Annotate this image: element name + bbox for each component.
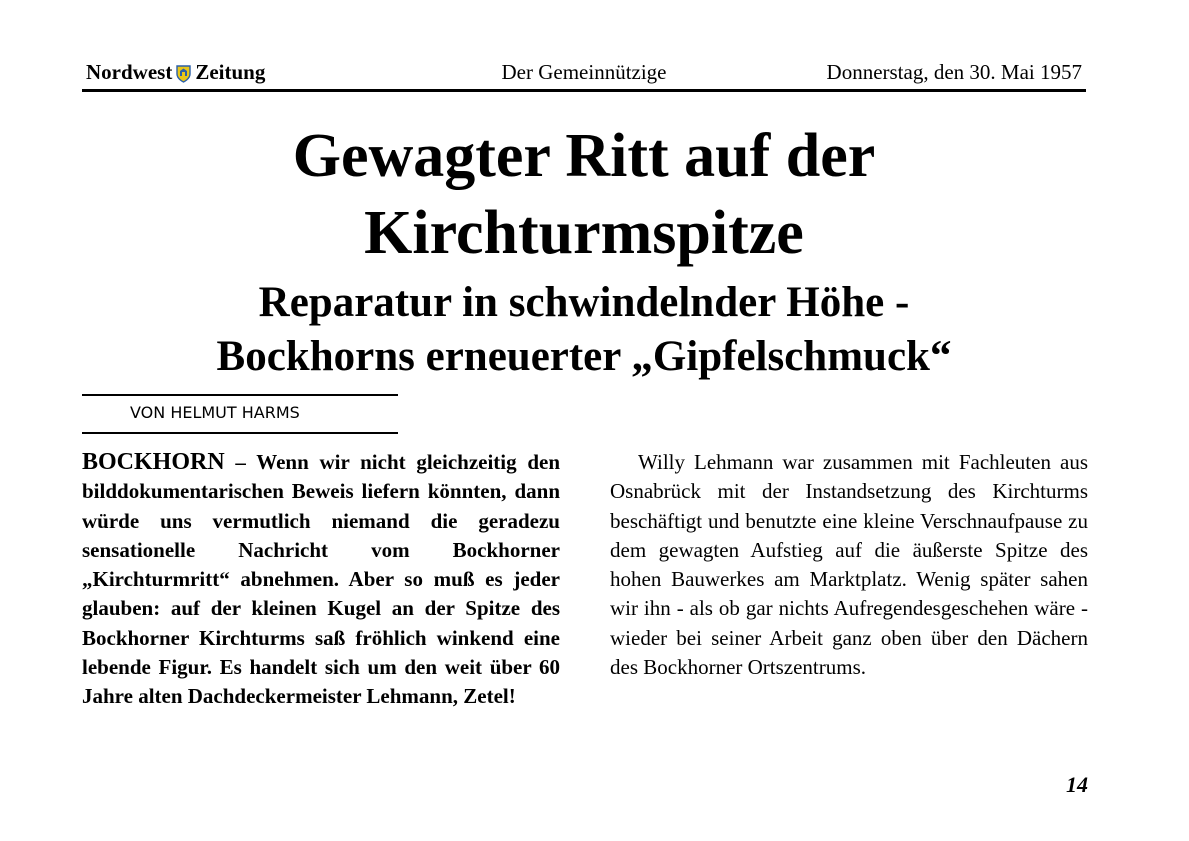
lead-paragraph	[82, 448, 560, 712]
lead-text: – Wenn wir nicht gleichzeitig den bilddokumentarischen Beweis liefern könnten, dann würde uns vermutlich niemand die geradezu sensationelle Nachricht vom Bockhorner „Kirchturmritt“ abnehmen. Aber so muß es jeder glauben: auf der kleinen Kugel an der Spitze des Bockhorner Kirchturms saß fröhlich winkend eine lebende Figur. Es handelt sich um den weit über 60 Jahre alten Dachdeckermeister Lehmann, Zetel!	[82, 450, 561, 709]
byline-rule-bottom	[82, 432, 398, 434]
section-title: Der Gemeinnützige	[501, 60, 667, 84]
issue-date: Donnerstag, den 30. Mai 1957	[826, 60, 1082, 84]
byline: VON HELMUT HARMS	[130, 403, 300, 422]
page-header	[82, 58, 1086, 88]
newspaper-name-part2: Zeitung	[195, 60, 266, 84]
headline-line-2: Kirchturmspitze	[364, 199, 804, 267]
headline	[82, 118, 1086, 272]
header-rule	[82, 89, 1086, 92]
subheadline	[82, 276, 1086, 384]
body-paragraph: Willy Lehmann war zusammen mit Fachleuten aus Osnabrück mit der Instandsetzung des Kirchturms beschäftigt und benutzte eine kleine Verschnaufpause zu dem gewagten Aufstieg auf die äußerste Spitze des hohen Bauwerkes am Marktplatz. Wenig später sahen wir ihn - als ob gar nichts Aufregendesgeschehen wäre - wieder bei seiner Arbeit ganz oben über den Dächern des Bockhorner Ortszentrums.	[610, 450, 1088, 680]
page-number: 14	[1066, 772, 1088, 797]
headline-line-1: Gewagter Ritt auf der	[292, 122, 876, 190]
subheadline-line-1: Reparatur in schwindelnder Höhe -	[258, 279, 910, 326]
subheadline-line-2: Bockhorns erneuerter „Gipfelschmuck“	[216, 333, 952, 380]
dateline: BOCKHORN	[82, 449, 225, 475]
newspaper-name-part1: Nordwest	[86, 60, 173, 84]
byline-rule-top	[82, 394, 398, 396]
